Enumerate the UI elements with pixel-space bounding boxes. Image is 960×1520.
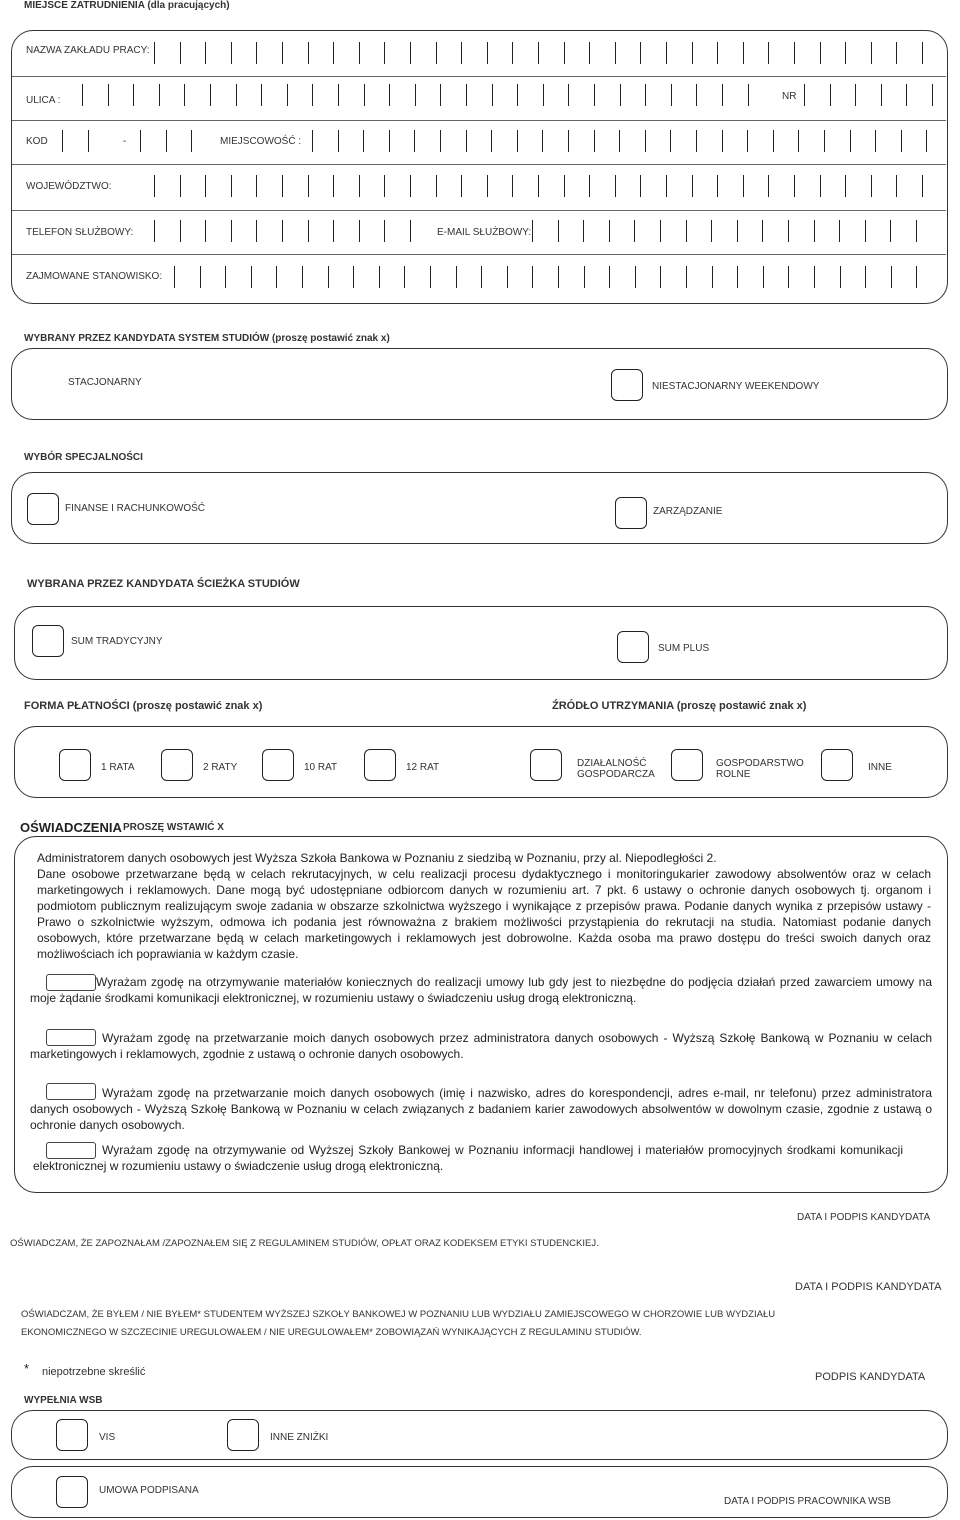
character-cell <box>594 130 595 152</box>
character-cell <box>538 175 539 197</box>
sum-plus-checkbox[interactable] <box>617 631 649 663</box>
character-cell <box>660 266 661 288</box>
character-cell <box>333 220 334 242</box>
character-cell <box>532 266 533 288</box>
character-cell <box>747 130 748 152</box>
character-cell <box>840 266 841 288</box>
character-cell <box>62 130 63 152</box>
date-sign-1: DATA I PODPIS KANDYDATA <box>797 1212 931 1223</box>
character-cell <box>108 84 109 106</box>
character-cell <box>881 84 882 106</box>
character-cell <box>645 84 646 106</box>
character-cell <box>798 130 799 152</box>
character-cell <box>256 42 257 64</box>
character-cell <box>205 175 206 197</box>
character-cell <box>932 84 933 106</box>
character-cell <box>328 266 329 288</box>
other-discounts-label: INNE ZNIŻKI <box>270 1432 329 1443</box>
character-cell <box>410 220 411 242</box>
character-cell <box>512 175 513 197</box>
character-cell <box>820 42 821 64</box>
character-cell <box>231 220 232 242</box>
gdpr-intro-2: Dane osobowe przetwarzane będą w celach rekrutacyjnych, w celu realizacji procesu dydaktycznego i monitoringukarier zawodowy absolwentów oraz w celach marketingowych i reklamowych. Dane mogą być udostępniane odbiorcom danych w rozumieniu art. 7 pkt. 6 ustawy o ochronie danych osobowych tj. organom i podmiotom publicznym realizującym swoje zadania w obszarze szkolnictwa wyższego i wynikające z przepisów prawa. Podanie danych wynika z przepisów ustawy - Prawo o szkolnictwie wyższym, odmowa ich podania jest równoważna z brakiem możliwości przystąpienia do rekrutacji na studia. Natomiast podanie danych osobowych, które przetwarzane będą w celach marketingowych i reklamowych jest dobrowolne. Każda osoba ma prawo dostępu do treści swoich danych oraz możliwościach ich poprawiania w każdym czasie. <box>37 867 931 961</box>
character-cell <box>154 220 155 242</box>
character-cell <box>308 175 309 197</box>
character-cell <box>487 175 488 197</box>
character-cell <box>389 130 390 152</box>
character-cell <box>404 266 405 288</box>
regulations-statement: OŚWIADCZAM, ŻE ZAPOZNAŁAM /ZAPOZNAŁEM SIĘ Z REGULAMINEM STUDIÓW, OPŁAT ORAZ KODEKSEM ETYKI STUDENCKIEJ. <box>10 1238 599 1249</box>
character-cell <box>231 175 232 197</box>
payment-heading: FORMA PŁATNOŚCI (proszę postawić znak x) <box>24 700 263 712</box>
contract-checkbox[interactable] <box>56 1476 88 1508</box>
employment-box <box>11 30 948 304</box>
postal-code-label: KOD <box>26 136 48 147</box>
character-cell <box>487 42 488 64</box>
character-cell <box>891 266 892 288</box>
payment-10-label: 10 RAT <box>304 762 338 773</box>
character-cell <box>645 130 646 152</box>
character-cell <box>820 175 821 197</box>
company-name-field[interactable] <box>150 40 940 66</box>
character-cell <box>507 266 508 288</box>
character-cell <box>466 130 467 152</box>
character-cell <box>615 175 616 197</box>
sum-traditional-checkbox[interactable] <box>32 625 64 657</box>
character-cell <box>696 84 697 106</box>
character-cell <box>200 266 201 288</box>
character-cell <box>568 84 569 106</box>
character-cell <box>564 175 565 197</box>
email-label: E-MAIL SŁUŻBOWY: <box>437 227 532 238</box>
character-cell <box>154 175 155 197</box>
payment-income-box <box>14 726 948 798</box>
character-cell <box>236 84 237 106</box>
character-cell <box>773 130 774 152</box>
character-cell <box>205 220 206 242</box>
payment-10-checkbox[interactable] <box>262 749 294 781</box>
character-cell <box>436 42 437 64</box>
footnote-asterisk: * <box>24 1361 30 1376</box>
character-cell <box>364 84 365 106</box>
character-cell <box>609 266 610 288</box>
character-cell <box>584 266 585 288</box>
character-cell <box>338 84 339 106</box>
character-cell <box>456 266 457 288</box>
character-cell <box>916 220 917 242</box>
character-cell <box>415 84 416 106</box>
character-cell <box>166 130 167 152</box>
character-cell <box>133 84 134 106</box>
character-cell <box>901 130 902 152</box>
character-cell <box>660 220 661 242</box>
farm-label: GOSPODARSTWO ROLNE <box>716 758 804 780</box>
character-cell <box>896 175 897 197</box>
payment-2-checkbox[interactable] <box>161 749 193 781</box>
character-cell <box>711 220 712 242</box>
character-cell <box>308 42 309 64</box>
consent-1-checkbox[interactable] <box>46 974 96 991</box>
character-cell <box>737 220 738 242</box>
character-cell <box>174 266 175 288</box>
sum-plus-label: SUM PLUS <box>658 643 710 654</box>
character-cell <box>768 175 769 197</box>
character-cell <box>906 84 907 106</box>
character-cell <box>722 84 723 106</box>
character-cell <box>558 266 559 288</box>
character-cell <box>696 130 697 152</box>
city-label: MIEJSCOWOŚĆ : <box>220 136 302 147</box>
company-name-label: NAZWA ZAKŁADU PRACY: <box>26 45 150 56</box>
study-system-heading: WYBRANY PRZEZ KANDYDATA SYSTEM STUDIÓW (proszę postawić znak x) <box>24 333 390 344</box>
character-cell <box>440 130 441 152</box>
finance-label: FINANSE I RACHUNKOWOŚĆ <box>65 503 206 514</box>
number-label: NR <box>782 91 797 102</box>
character-cell <box>762 220 763 242</box>
character-cell <box>890 220 891 242</box>
character-cell <box>850 130 851 152</box>
character-cell <box>692 42 693 64</box>
character-cell <box>871 175 872 197</box>
character-cell <box>737 266 738 288</box>
character-cell <box>363 130 364 152</box>
character-cell <box>481 266 482 288</box>
character-cell <box>410 42 411 64</box>
character-cell <box>794 175 795 197</box>
character-cell <box>814 220 815 242</box>
character-cell <box>359 42 360 64</box>
staff-sign: DATA I PODPIS PRACOWNIKA WSB <box>724 1496 891 1507</box>
character-cell <box>466 84 467 106</box>
character-cell <box>231 42 232 64</box>
weekend-label: NIESTACJONARNY WEEKENDOWY <box>652 381 820 392</box>
other-income-checkbox[interactable] <box>821 749 853 781</box>
character-cell <box>538 42 539 64</box>
management-label: ZARZĄDZANIE <box>653 506 723 517</box>
character-cell <box>159 84 160 106</box>
employment-heading: MIEJSCE ZATRUDNIENIA (dla pracujących) <box>24 0 230 11</box>
payment-12-checkbox[interactable] <box>364 749 396 781</box>
character-cell <box>922 175 923 197</box>
number-field[interactable] <box>800 82 940 108</box>
consent-2-text: Wyrażam zgodę na przetwarzanie moich danych osobowych przez administratora danych osobowych - Wyższą Szkołę Bankową w Poznaniu w celach marketingowych i reklamowych, zgodnie z ustawą o ochronie danych osobowych. <box>30 1031 932 1061</box>
former-student-statement-2: EKONOMICZNEGO W SZCZECINIE UREGULOWAŁEM / NIE UREGULOWAŁEM* ZOBOWIĄZAŃ WYNIKAJĄCYCH Z REGULAMINU STUDIÓW. <box>21 1327 642 1338</box>
date-sign-2: DATA I PODPIS KANDYDATA <box>795 1281 942 1293</box>
character-cell <box>384 220 385 242</box>
character-cell <box>542 130 543 152</box>
payment-12-label: 12 RAT <box>406 762 440 773</box>
character-cell <box>788 220 789 242</box>
character-cell <box>686 220 687 242</box>
character-cell <box>210 84 211 106</box>
street-label: ULICA : <box>26 95 61 106</box>
character-cell <box>88 130 89 152</box>
footnote-text: niepotrzebne skreślić <box>42 1366 146 1378</box>
divider <box>12 254 946 255</box>
character-cell <box>359 220 360 242</box>
character-cell <box>461 42 462 64</box>
farm-checkbox[interactable] <box>671 749 703 781</box>
character-cell <box>855 84 856 106</box>
office-heading: WYPEŁNIA WSB <box>24 1395 103 1406</box>
voivodeship-label: WOJEWÓDZTWO: <box>26 181 112 192</box>
consent-3-text: Wyrażam zgodę na przetwarzanie moich danych osobowych (imię i nazwisko, adres do korespondencji, adres e-mail, nr telefonu) przez administratora danych osobowych - Wyższą Szkołę Bankową w Poznaniu w celach związanych z badaniem karier zawodowych absolwentów w dowolnym czasie, zgodnie z ustawą o ochronie danych osobowych. <box>30 1086 932 1132</box>
character-cell <box>430 266 431 288</box>
character-cell <box>743 175 744 197</box>
character-cell <box>532 220 533 242</box>
payment-1-label: 1 RATA <box>101 762 135 773</box>
divider <box>12 120 946 121</box>
character-cell <box>359 175 360 197</box>
character-cell <box>517 130 518 152</box>
character-cell <box>191 130 192 152</box>
character-cell <box>670 130 671 152</box>
divider <box>12 210 946 211</box>
character-cell <box>492 84 493 106</box>
consent-4-checkbox[interactable] <box>46 1142 96 1159</box>
phone-field[interactable] <box>150 218 430 244</box>
character-cell <box>225 266 226 288</box>
character-cell <box>743 42 744 64</box>
character-cell <box>491 130 492 152</box>
postal-code-field-2[interactable] <box>136 128 206 154</box>
character-cell <box>717 42 718 64</box>
character-cell <box>287 84 288 106</box>
character-cell <box>686 266 687 288</box>
character-cell <box>640 175 641 197</box>
character-cell <box>82 84 83 106</box>
character-cell <box>558 220 559 242</box>
character-cell <box>635 266 636 288</box>
character-cell <box>763 266 764 288</box>
character-cell <box>620 84 621 106</box>
character-cell <box>871 42 872 64</box>
character-cell <box>666 175 667 197</box>
character-cell <box>609 220 610 242</box>
character-cell <box>440 84 441 106</box>
consent-3-checkbox[interactable] <box>46 1083 96 1100</box>
character-cell <box>302 266 303 288</box>
character-cell <box>333 175 334 197</box>
character-cell <box>814 266 815 288</box>
character-cell <box>865 266 866 288</box>
character-cell <box>788 266 789 288</box>
character-cell <box>568 130 569 152</box>
character-cell <box>916 266 917 288</box>
street-field[interactable] <box>78 82 768 108</box>
character-cell <box>543 84 544 106</box>
character-cell <box>692 175 693 197</box>
character-cell <box>180 42 181 64</box>
vis-label: VIS <box>99 1432 116 1443</box>
consent-2-checkbox[interactable] <box>46 1029 96 1046</box>
character-cell <box>824 130 825 152</box>
character-cell <box>640 42 641 64</box>
character-cell <box>564 42 565 64</box>
character-cell <box>845 42 846 64</box>
character-cell <box>865 220 866 242</box>
candidate-sign: PODPIS KANDYDATA <box>815 1371 926 1383</box>
character-cell <box>154 42 155 64</box>
declarations-heading: OŚWIADCZENIA <box>20 820 122 835</box>
sum-traditional-label: SUM TRADYCYJNY <box>71 636 163 647</box>
character-cell <box>845 175 846 197</box>
contract-label: UMOWA PODPISANA <box>99 1485 199 1496</box>
character-cell <box>353 266 354 288</box>
character-cell <box>184 84 185 106</box>
character-cell <box>594 84 595 106</box>
character-cell <box>256 175 257 197</box>
gdpr-intro-1: Administratorem danych osobowych jest Wyższa Szkoła Bankowa w Poznaniu z siedzibą w Poznaniu, przy al. Niepodległości 2. <box>37 851 717 865</box>
consent-1-text: Wyrażam zgodę na otrzymywanie materiałów koniecznych do realizacji umowy lub gdy jest to niezbędne do podjęcia działań przed zawarciem umowy na moje żądanie środkami komunikacji elektronicznej, w rozumieniu ustawy o świadczeniu usług drogą elektroniczną. <box>30 975 932 1005</box>
character-cell <box>414 130 415 152</box>
character-cell <box>634 220 635 242</box>
character-cell <box>589 175 590 197</box>
character-cell <box>180 220 181 242</box>
character-cell <box>261 84 262 106</box>
character-cell <box>205 42 206 64</box>
character-cell <box>282 175 283 197</box>
business-checkbox[interactable] <box>530 749 562 781</box>
character-cell <box>830 84 831 106</box>
character-cell <box>379 266 380 288</box>
consent-4-text: Wyrażam zgodę na otrzymywanie od Wyższej Szkoły Bankowej w Poznaniu informacji handlowej i materiałów promocyjnych środkami komunikacji elektronicznej w rozumieniu ustawy o świadczenie usług drogą elektroniczną. <box>33 1143 903 1173</box>
stationary-checkbox[interactable] <box>28 367 60 399</box>
declarations-subheading: PROSZĘ WSTAWIĆ X <box>123 822 224 833</box>
character-cell <box>180 175 181 197</box>
email-field[interactable] <box>528 218 940 244</box>
character-cell <box>794 42 795 64</box>
character-cell <box>384 42 385 64</box>
character-cell <box>312 130 313 152</box>
city-field[interactable] <box>308 128 940 154</box>
specialization-heading: WYBÓR SPECJALNOŚCI <box>24 452 143 463</box>
character-cell <box>517 84 518 106</box>
character-cell <box>282 42 283 64</box>
character-cell <box>308 220 309 242</box>
character-cell <box>251 266 252 288</box>
phone-label: TELEFON SŁUŻBOWY: <box>26 227 134 238</box>
character-cell <box>768 42 769 64</box>
character-cell <box>333 42 334 64</box>
character-cell <box>875 130 876 152</box>
character-cell <box>896 42 897 64</box>
character-cell <box>461 175 462 197</box>
character-cell <box>512 42 513 64</box>
character-cell <box>922 42 923 64</box>
character-cell <box>671 84 672 106</box>
character-cell <box>615 42 616 64</box>
character-cell <box>804 84 805 106</box>
character-cell <box>583 220 584 242</box>
character-cell <box>712 266 713 288</box>
character-cell <box>436 175 437 197</box>
former-student-statement-1: OŚWIADCZAM, ŻE BYŁEM / NIE BYŁEM* STUDENTEM WYŻSZEJ SZKOŁY BANKOWEJ W POZNANIU LUB WYDZIAŁU ZAMIEJSCOWEGO W CHORZOWIE LUB WYDZIAŁU <box>21 1309 776 1320</box>
position-label: ZAJMOWANE STANOWISKO: <box>26 271 163 282</box>
divider <box>12 164 946 165</box>
payment-1-checkbox[interactable] <box>59 749 91 781</box>
character-cell <box>717 175 718 197</box>
voivodeship-field[interactable] <box>150 173 940 199</box>
divider <box>12 76 946 77</box>
character-cell <box>389 84 390 106</box>
character-cell <box>276 266 277 288</box>
character-cell <box>140 130 141 152</box>
character-cell <box>589 42 590 64</box>
character-cell <box>722 130 723 152</box>
character-cell <box>666 42 667 64</box>
business-label: DZIAŁALNOŚĆ GOSPODARCZA <box>577 758 655 780</box>
stationary-label: STACJONARNY <box>68 377 142 388</box>
character-cell <box>410 175 411 197</box>
character-cell <box>619 130 620 152</box>
other-income-label: INNE <box>868 762 892 773</box>
management-checkbox[interactable] <box>615 497 647 529</box>
character-cell <box>748 84 749 106</box>
postal-code-dash: - <box>123 136 127 147</box>
character-cell <box>839 220 840 242</box>
finance-checkbox[interactable] <box>27 493 59 525</box>
office-box-1 <box>11 1410 948 1460</box>
character-cell <box>338 130 339 152</box>
weekend-checkbox[interactable] <box>611 369 643 401</box>
other-discounts-checkbox[interactable] <box>227 1419 259 1451</box>
character-cell <box>312 84 313 106</box>
character-cell <box>282 220 283 242</box>
study-path-heading: WYBRANA PRZEZ KANDYDATA ŚCIEŻKA STUDIÓW <box>27 578 300 590</box>
postal-code-field-1[interactable] <box>58 128 113 154</box>
character-cell <box>256 220 257 242</box>
payment-2-label: 2 RATY <box>203 762 238 773</box>
position-field[interactable] <box>170 264 940 290</box>
character-cell <box>926 130 927 152</box>
income-heading: ŹRÓDŁO UTRZYMANIA (proszę postawić znak x) <box>552 700 807 712</box>
character-cell <box>384 175 385 197</box>
vis-checkbox[interactable] <box>56 1419 88 1451</box>
